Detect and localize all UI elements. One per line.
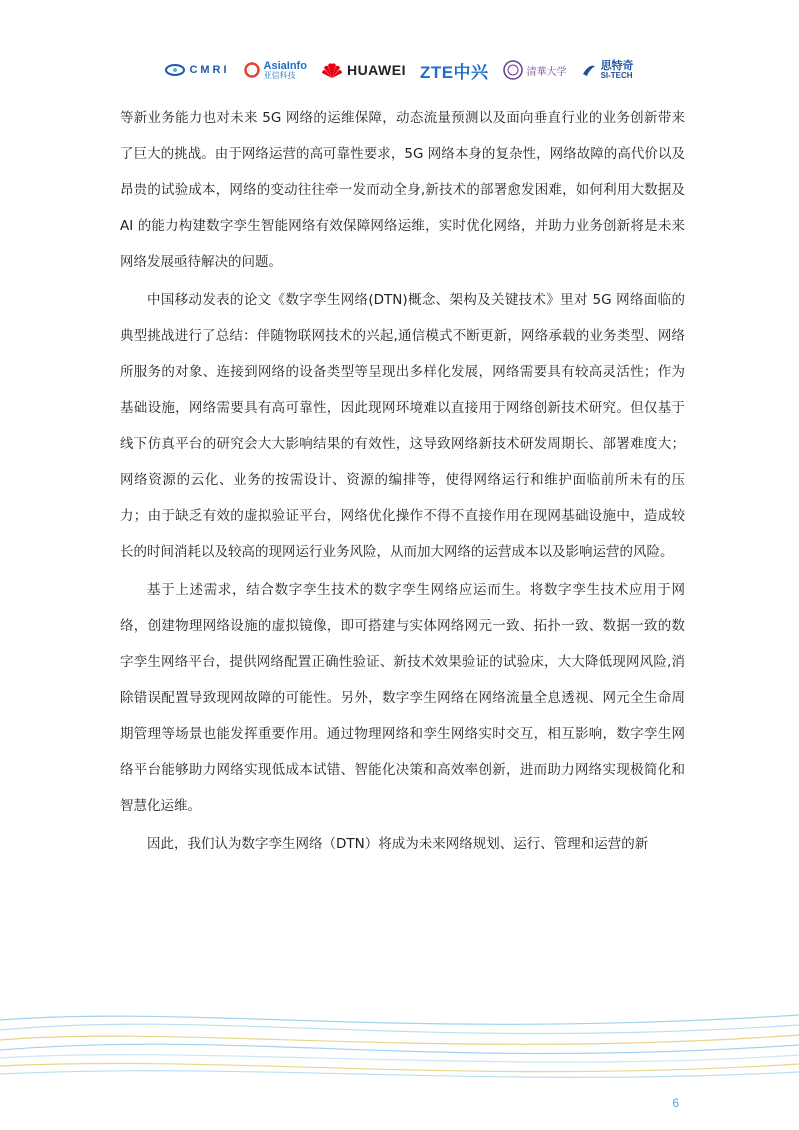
document-body [120, 100, 685, 864]
tsinghua-text: 清華大学 [526, 66, 567, 78]
asiainfo-en: AsiaInfo [263, 59, 307, 72]
asiainfo-logo [244, 61, 307, 80]
huawei-text: HUAWEI [346, 62, 406, 78]
tsinghua-seal-icon [503, 60, 523, 80]
asiainfo-mark-icon [244, 62, 260, 78]
cmri-swoosh-icon [165, 62, 185, 78]
sitech-mark-icon [581, 62, 597, 78]
sitech-en: SI-TECH [600, 70, 633, 80]
huawei-logo [321, 61, 406, 79]
zte-logo [420, 58, 489, 83]
cmri-text: CMRI [189, 64, 230, 76]
cmri-logo [165, 62, 229, 78]
paragraph-2: 中国移动发表的论文《数字孪生网络(DTN)概念、架构及关键技术》里对 5G 网络面临的典型挑战进行了总结：伴随物联网技术的兴起,通信模式不断更新，网络承载的业务类型、网络所服务的对象、连接到网络的设备类型等呈现出多样化发展，网络需要具有较高灵活性；作为基础设施，网络需要具有高可靠性，因此现网环境难以直接用于网络创新技术研究。但仅基于线下仿真平台的研究会大大影响结果的有效性，这导致网络新技术研发周期长、部署难度大；网络资源的云化、业务的按需设计、资源的编排等，使得网络运行和维护面临前所未有的压力；由于缺乏有效的虚拟验证平台，网络优化操作不得不直接作用在现网基础设施中，造成较长的时间消耗以及较高的现网运行业务风险，从而加大网络的运营成本以及影响运营的风险。 [120, 292, 685, 560]
page-number: 6 [672, 1096, 679, 1110]
asiainfo-cn: 亚信科技 [263, 70, 296, 80]
paragraph-4: 因此，我们认为数字孪生网络（DTN）将成为未来网络规划、运行、管理和运营的新 [147, 836, 649, 852]
tsinghua-logo [503, 60, 567, 80]
huawei-petals-icon [321, 61, 343, 79]
sitech-logo [581, 61, 634, 80]
paragraph-3: 基于上述需求，结合数字孪生技术的数字孪生网络应运而生。将数字孪生技术应用于网络，创建物理网络设施的虚拟镜像，即可搭建与实体网络网元一致、拓扑一致、数据一致的数字孪生网络平台，提供网络配置正确性验证、新技术效果验证的试验床，大大降低现网风险,消除错误配置导致现网故障的可能性。另外，数字孪生网络在网络流量全息透视、网元全生命周期管理等场景也能发挥重要作用。通过物理网络和孪生网络实时交互，相互影响，数字孪生网络平台能够助力网络实现低成本试错、智能化决策和高效率创新，进而助力网络实现极简化和智慧化运维。 [120, 582, 685, 814]
paragraph-1: 等新业务能力也对未来 5G 网络的运维保障，动态流量预测以及面向垂直行业的业务创新带来了巨大的挑战。由于网络运营的高可靠性要求，5G 网络本身的复杂性，网络故障的高代价以及昂贵的试验成本，网络的变动往往牵一发而动全身,新技术的部署愈发困难，如何利用大数据及 AI 的能力构建数字孪生智能网络有效保障网络运维，实时优化网络，并助力业务创新将是未来网络发展亟待解决的问题。 [120, 110, 685, 270]
sitech-cn: 思特奇 [600, 59, 634, 72]
partner-logos [0, 48, 799, 92]
decorative-waves [0, 1000, 799, 1090]
zte-text: ZTE中兴 [419, 62, 489, 82]
